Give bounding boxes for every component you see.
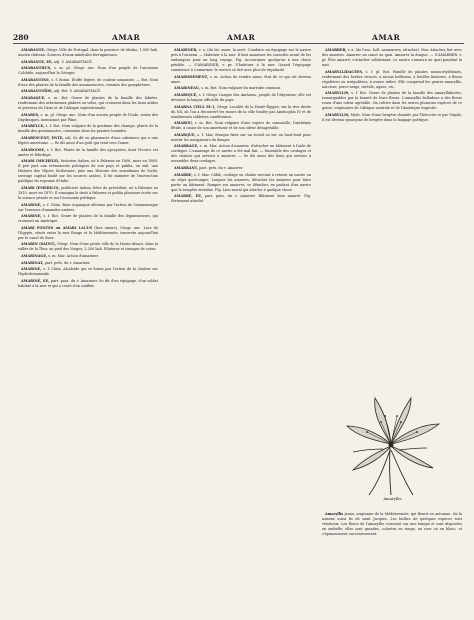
entry-definition: s. m. pl. Géogr. anc. Nom d'un peuple de l'ancienne Colchide, aujourd'hui la Géorgie.	[18, 66, 158, 76]
column-right-continued	[322, 512, 462, 539]
entry-headword: AMARISSEMENT,	[174, 74, 209, 79]
entry-definition: (lacs amers), Géogr. anc. Lacs de l'Égypte, situés entre la mer Rouge et la Méditerranée, traversés aujourd'hui par le canal de Suez.	[18, 225, 158, 240]
dictionary-entry	[18, 214, 158, 224]
dictionary-entry	[171, 144, 311, 164]
dictionary-entry	[18, 136, 158, 146]
dictionary-entry	[171, 105, 311, 120]
dictionary-entry	[171, 194, 311, 204]
dictionary-entry	[322, 48, 462, 68]
dictionary-entry	[18, 113, 158, 123]
entry-headword: AMARANTE, EE,	[21, 59, 53, 64]
dictionary-entry	[171, 75, 311, 85]
entry-definition: adj. Bot. V. AMARANTACÉ.	[53, 89, 101, 94]
dictionary-entry	[18, 254, 158, 259]
entry-definition: publiciste italien, frère du précédent, né à Palerme en 1810, mort en 1870. Il enseigna le droit à Palerme et publia plusieurs écrits sur la science pénale et sur l'économie politique.	[18, 185, 158, 200]
entry-headword: AMARIQUE,	[174, 92, 198, 97]
entry-definition: s. m. Bot. Nom vulgaire d'une espèce de camomille, l'anthémis fétide, à cause de son amertume et de son odeur désagréable.	[171, 121, 312, 131]
figure-caption: Amaryllis.	[383, 496, 403, 501]
amaryllis-illustration	[343, 392, 443, 504]
entry-definition: Géogr. Localité de la Haute-Égypte, sur la rive droite du Nil, où l'on a découvert les ruines de la ville fondée par Aménophis IV et de nombreuses tablettes cunéiformes.	[171, 104, 312, 119]
entry-definition: s. f. Mar. Câble, cordage ou chaîne servant à retenir un navire ou un objet quelconque. Larguer les amarres, détacher les amarres pour faire partir un bâtiment. Rompre ses amarres, se détacher, en parlant d'un navire que la tempête entraîne. Fig. Lien moral qui attache à quelque chose.	[171, 172, 311, 192]
entry-headword: AMARINAT,	[21, 260, 44, 265]
entry-headword: AMARIN (SAINT),	[21, 242, 56, 247]
dictionary-entry	[18, 267, 158, 277]
entry-headword: AMARAQUE,	[21, 96, 46, 101]
entry-definition: s. f. Chim. Alcaloïde qui se forme par l'action de la chaleur sur l'hydrobenzamide.	[18, 267, 158, 277]
entry-headword: AMARYLLIDACÉES,	[325, 69, 363, 74]
entry-definition: s. m. pl. Géogr. anc. Nom d'un ancien peuple de l'Inde, voisin des Oxydraques, mentionné par Pline.	[18, 112, 159, 122]
entry-definition: part. pass. du v. Amariner. Se dit d'un équipage, d'un soldat habitué à la mer et qui a cessé d'en souffrir.	[18, 278, 158, 288]
entry-headword: AMARRÉ, EE,	[174, 194, 203, 199]
dictionary-entry	[18, 66, 158, 76]
dictionary-entry	[18, 48, 158, 58]
dictionary-entry	[18, 60, 158, 65]
dictionary-entry	[322, 512, 462, 537]
dictionary-entry	[18, 89, 158, 94]
header-rule	[13, 43, 464, 44]
dictionary-entry	[171, 93, 311, 103]
entry-definition: s. f. Mar. Marque fixée sur un écueil ou sur un haut-fond pour avertir les navigateurs du danger.	[171, 132, 311, 142]
dictionary-entry	[322, 113, 462, 123]
running-head-right: AMAR	[372, 33, 401, 42]
column-left	[18, 48, 158, 291]
entry-definition: v. a. (du lat. mare, la mer). Conduire un équipage sur le navire pris à l'ennemi. — Habituer à la mer. Il faut amariner les conscrits avant de les embarquer pour un long voyage. Fig. Accoutumer quelqu'un à une chose pénible. — S'AMARINER, v. pr. S'habituer à la mer. Quand l'équipage commence à s'amariner, le service se fait avec plus de régularité.	[171, 48, 311, 73]
entry-definition: s. m. Bot. Nom vulgaire du marrube commun.	[201, 86, 282, 91]
entry-definition: s. f. Botan. Étoffe légère, de couleur amarante. — Bot. Nom d'une des plantes de la famille des amarantacées, voisines des gomphrènes.	[18, 77, 158, 87]
column-middle	[171, 48, 311, 206]
entry-definition: s. m. Bot. Genre de plantes de la famille des labiées, renfermant des arbrisseaux glabres ou velus, qui croissent dans les lieux arides et pierreux de l'Asie et de l'Afrique septentrionale.	[18, 96, 158, 111]
dictionary-entry	[18, 124, 158, 134]
entry-headword: AMARRER,	[325, 48, 347, 52]
entry-headword: AMARINE,	[21, 202, 42, 207]
entry-headword: AMARI FONTES ou AMARI LACUS	[21, 225, 93, 230]
entry-headword: AMARANTE.	[21, 48, 46, 52]
entry-definition: s. f. Bot. Nom vulgaire de la gentiane des champs, plante de la famille des gentianacées, commune dans les prairies humides.	[18, 124, 158, 134]
running-head-left: AMAR	[112, 33, 141, 42]
entry-definition: s. f. Bot. Genre de plantes de la famille des amaryllidacées, remarquables par la beauté de leurs fleurs. L'amaryllis belladone a des fleurs roses d'une odeur agréable. On cultive dans les serres plusieurs espèces de ce genre, originaires de l'Afrique australe et de l'Amérique tropicale.	[322, 91, 462, 111]
dictionary-entry	[18, 96, 158, 111]
entry-definition: part. prés. du v. Amariner.	[44, 260, 91, 265]
entry-definition: adj. V. AMARANTACÉ.	[53, 59, 93, 64]
dictionary-entry	[171, 48, 311, 73]
entry-headword: AMARESCENT, ENTE,	[21, 135, 64, 140]
dictionary-entry	[18, 203, 158, 213]
entry-headword: AMARRANT,	[174, 166, 199, 171]
entry-headword: AMARINE,	[21, 267, 42, 272]
entry-headword: AMARYLLIS,	[325, 112, 350, 117]
entry-headword: AMARQUE,	[174, 132, 196, 137]
entry-headword: Amaryllis	[325, 512, 344, 516]
entry-definition: adj. Se dit en pharmacie d'une substance qui a une légère amertume. — Se dit aussi d'un goût qui tend vers l'amer.	[18, 135, 159, 145]
entry-definition: s. f. Géogr. Langue des Amharas, peuple de l'Abyssinie; elle est devenue la langue officielle du pays.	[171, 92, 311, 102]
entry-headword: AMARI (MICHELE),	[21, 159, 60, 164]
entry-definition: Géogr. Ville de Portugal, dans la province de Minho; 1.500 hab. Ancien château. Sources d'eaux minérales ferrugineuses.	[18, 48, 158, 58]
entry-headword: AMARINEAU,	[174, 86, 200, 91]
entry-headword: AMARRAGE,	[174, 144, 199, 149]
entry-headword: AMARANTINE,	[21, 77, 50, 82]
entry-headword: AMARANTOÏDE,	[21, 89, 53, 94]
dictionary-entry	[18, 159, 158, 184]
entry-definition: s. f. pl. Bot. Famille de plantes monocotylédones, renfermant des herbes vivaces, à racine bulbeuse, à feuilles linéaires, à fleurs régulières ou irrégulières, à ovaire infère. Elle comprend les genres amaryllis, narcisse, perce-neige, nivéole, agave, etc.	[322, 69, 463, 89]
dictionary-entry	[18, 242, 158, 252]
dictionary-entry	[171, 166, 311, 171]
dictionary-entry	[18, 186, 158, 201]
running-head-center: AMAR	[227, 33, 256, 42]
page-number: 280	[13, 33, 29, 42]
entry-headword: AMARINÉ, EE,	[21, 278, 50, 283]
entry-definition: part. pass. du v. Amarrer. Bâtiment bien amarré. Fig. Fortement attaché.	[171, 194, 312, 204]
entry-headword: AMARINER,	[174, 48, 198, 52]
entry-headword: AMARINAGE,	[21, 254, 48, 259]
dictionary-entry	[322, 70, 462, 90]
dictionary-entry	[171, 133, 311, 143]
dictionary-entry	[322, 91, 462, 111]
column-right	[322, 48, 462, 125]
entry-headword: AMARES,	[21, 112, 40, 117]
entry-definition: part. prés. du v. Amarrer.	[199, 166, 244, 171]
dictionary-entry	[18, 78, 158, 88]
dictionary-entry	[18, 279, 158, 289]
entry-headword: AMARNA (TELL EL-),	[174, 104, 216, 109]
entry-definition: s. f. Bot. Plante de la famille des apocynées, dont l'écorce est amère et fébrifuge.	[18, 147, 158, 157]
entry-definition: s. m. Action de rendre amer; état de ce qui est devenu amer.	[171, 74, 311, 84]
dictionary-entry	[18, 261, 158, 266]
entry-headword: AMARI (EMERICO),	[21, 185, 60, 190]
entry-definition: jaune, originaire de la Méditerranée, qui fleurit en automne. On la nomme aussi lis de saint Jacques. Les bulbes de quelques espèces sont vénéneux. Les fleurs de l'amaryllis croissent sur une hampe et sont disposées en ombelle; elles sont grandes, colorées en rouge, en rose ou en blanc, et s'épanouissent successivement.	[322, 512, 462, 537]
entry-definition: Géogr. Nom d'une petite ville de la Haute-Alsace, dans la vallée de la Thur, au pied des Vosges; 2.200 hab. Filatures et tissages de coton.	[18, 242, 159, 252]
entry-definition: historien italien, né à Palerme en 1806, mort en 1889. Il prit part aux événements politiques de son pays et publia, en exil, une Histoire des Vêpres Siciliennes, puis une Histoire des musulmans de Sicile, ouvrage capital fondé sur les sources arabes. Il fut ministre de l'instruction publique du royaume d'Italie.	[18, 159, 159, 184]
entry-definition: s. f. Bot. Genre de plantes de la famille des légumineuses, qui croissent en Amérique.	[18, 214, 159, 224]
entry-definition: Myth. Nom d'une bergère chantée par Théocrite et par Virgile; il est devenu synonyme de bergère dans le langage poétique.	[322, 112, 462, 122]
entry-headword: AMARANTHUS,	[21, 66, 52, 71]
entry-headword: AMARGOSE,	[21, 147, 46, 152]
entry-headword: AMARRE,	[174, 172, 193, 177]
dictionary-entry	[171, 121, 311, 131]
entry-definition: v. a. (de l'anc. holl. aanmarren, attacher). Mar. Attacher, lier avec des amarres. Amarrer un canot au quai. Amarrer la drague. — S'AMARRER, v. pr. Être amarré; s'attacher solidement. Le navire s'amarra au quai pendant la nuit.	[322, 48, 462, 68]
entry-headword: AMARELLE,	[21, 124, 45, 129]
entry-definition: s. m. Mar. Action d'amariner.	[48, 254, 99, 259]
dictionary-entry	[171, 86, 311, 91]
dictionary-entry	[18, 148, 158, 158]
entry-definition: s. f. Chim. Base organique obtenue par l'action de l'ammoniaque sur l'essence d'amandes amères.	[18, 202, 158, 212]
entry-definition: s. m. Mar. Action d'amarrer, d'attacher un bâtiment à l'aide de cordages. L'amarrage de ce navire a été mal fait. — Ensemble des cordages et des chaînes qui servent à amarrer. — Se dit aussi des liens qui servent à assembler deux cordages.	[171, 144, 312, 164]
amaryllis-flower-icon	[343, 392, 443, 496]
entry-headword: AMAROU,	[174, 121, 193, 126]
entry-headword: AMARINE,	[21, 214, 42, 219]
dictionary-entry	[171, 173, 311, 193]
dictionary-entry	[18, 226, 158, 241]
entry-headword: AMARYLLIS,	[325, 91, 350, 96]
